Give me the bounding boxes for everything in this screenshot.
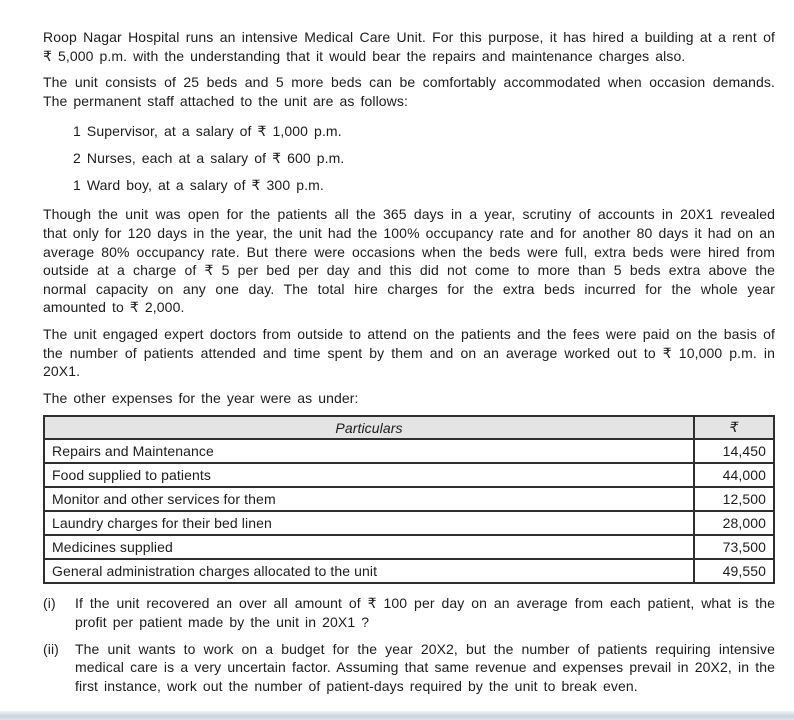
cell-particulars: General administration charges allocated to the unit	[44, 559, 694, 583]
table-row	[44, 559, 774, 583]
staff-item-ward-boy: 1 Ward boy, at a salary of ₹ 300 p.m.	[73, 177, 324, 194]
staff-item-supervisor: 1 Supervisor, at a salary of ₹ 1,000 p.m.	[73, 123, 342, 140]
cell-particulars: Food supplied to patients	[44, 463, 694, 487]
question-number: (ii)	[43, 640, 59, 657]
table-header-amount: ₹	[694, 416, 774, 439]
cell-particulars: Laundry charges for their bed linen	[44, 511, 694, 535]
cell-amount: 12,500	[694, 487, 774, 511]
question-text: The unit wants to work on a budget for the year 20X2, but the number of patients requiring intensive medical care is a very uncertain factor. Assuming that same revenue and expenses prevail in 20X2, in the first instance, work out the number of patient-days required by the unit to break even.	[75, 640, 775, 694]
expenses-table	[43, 415, 775, 584]
cell-amount: 73,500	[694, 535, 774, 559]
table-row	[44, 535, 774, 559]
question-i	[43, 594, 775, 631]
paragraph-beds: The unit consists of 25 beds and 5 more beds can be comfortably accommodated when occasion demands. The permanent staff attached to the unit are as follows:	[43, 74, 775, 109]
paragraph-other-expenses-intro: The other expenses for the year were as under:	[43, 389, 359, 406]
cell-amount: 49,550	[694, 559, 774, 583]
cell-amount: 28,000	[694, 511, 774, 535]
table-header-row	[44, 416, 774, 439]
paragraph-doctors: The unit engaged expert doctors from outside to attend on the patients and the fees were paid on the basis of the number of patients attended and time spent by them and on an average worked out to ₹ 10,000 p.m. in 20X1.	[43, 325, 775, 380]
cell-particulars: Repairs and Maintenance	[44, 439, 694, 463]
cell-particulars: Monitor and other services for them	[44, 487, 694, 511]
cell-particulars: Medicines supplied	[44, 535, 694, 559]
question-ii	[43, 640, 775, 696]
question-number: (i)	[43, 595, 56, 612]
staff-item-nurses: 2 Nurses, each at a salary of ₹ 600 p.m.	[73, 150, 345, 167]
cell-amount: 44,000	[694, 463, 774, 487]
table-row	[44, 439, 774, 463]
table-row	[44, 511, 774, 535]
cell-amount: 14,450	[694, 439, 774, 463]
table-header-particulars: Particulars	[44, 416, 694, 439]
table-row	[44, 463, 774, 487]
bottom-edge-bar	[0, 711, 794, 720]
table-row	[44, 487, 774, 511]
staff-list	[73, 118, 775, 199]
question-text: If the unit recovered an over all amount of ₹ 100 per day on an average from each patient, what is the profit per patient made by the unit in 20X1 ?	[75, 595, 775, 630]
paragraph-occupancy: Though the unit was open for the patients all the 365 days in a year, scrutiny of accounts in 20X1 revealed that only for 120 days in the year, the unit had the 100% occupancy rate and for another 80 days it had on an average 80% occupancy rate. But there were occasions when the beds were full, extra beds were hired from outside at a charge of ₹ 5 per bed per day and this did not come to more than 5 beds extra above the normal capacity on any one day. The total hire charges for the extra beds incurred for the whole year amounted to ₹ 2,000.	[43, 206, 775, 316]
paragraph-intro: Roop Nagar Hospital runs an intensive Medical Care Unit. For this purpose, it has hired a building at a rent of ₹ 5,000 p.m. with the understanding that it would bear the repairs and maintenance charges also.	[43, 29, 775, 64]
